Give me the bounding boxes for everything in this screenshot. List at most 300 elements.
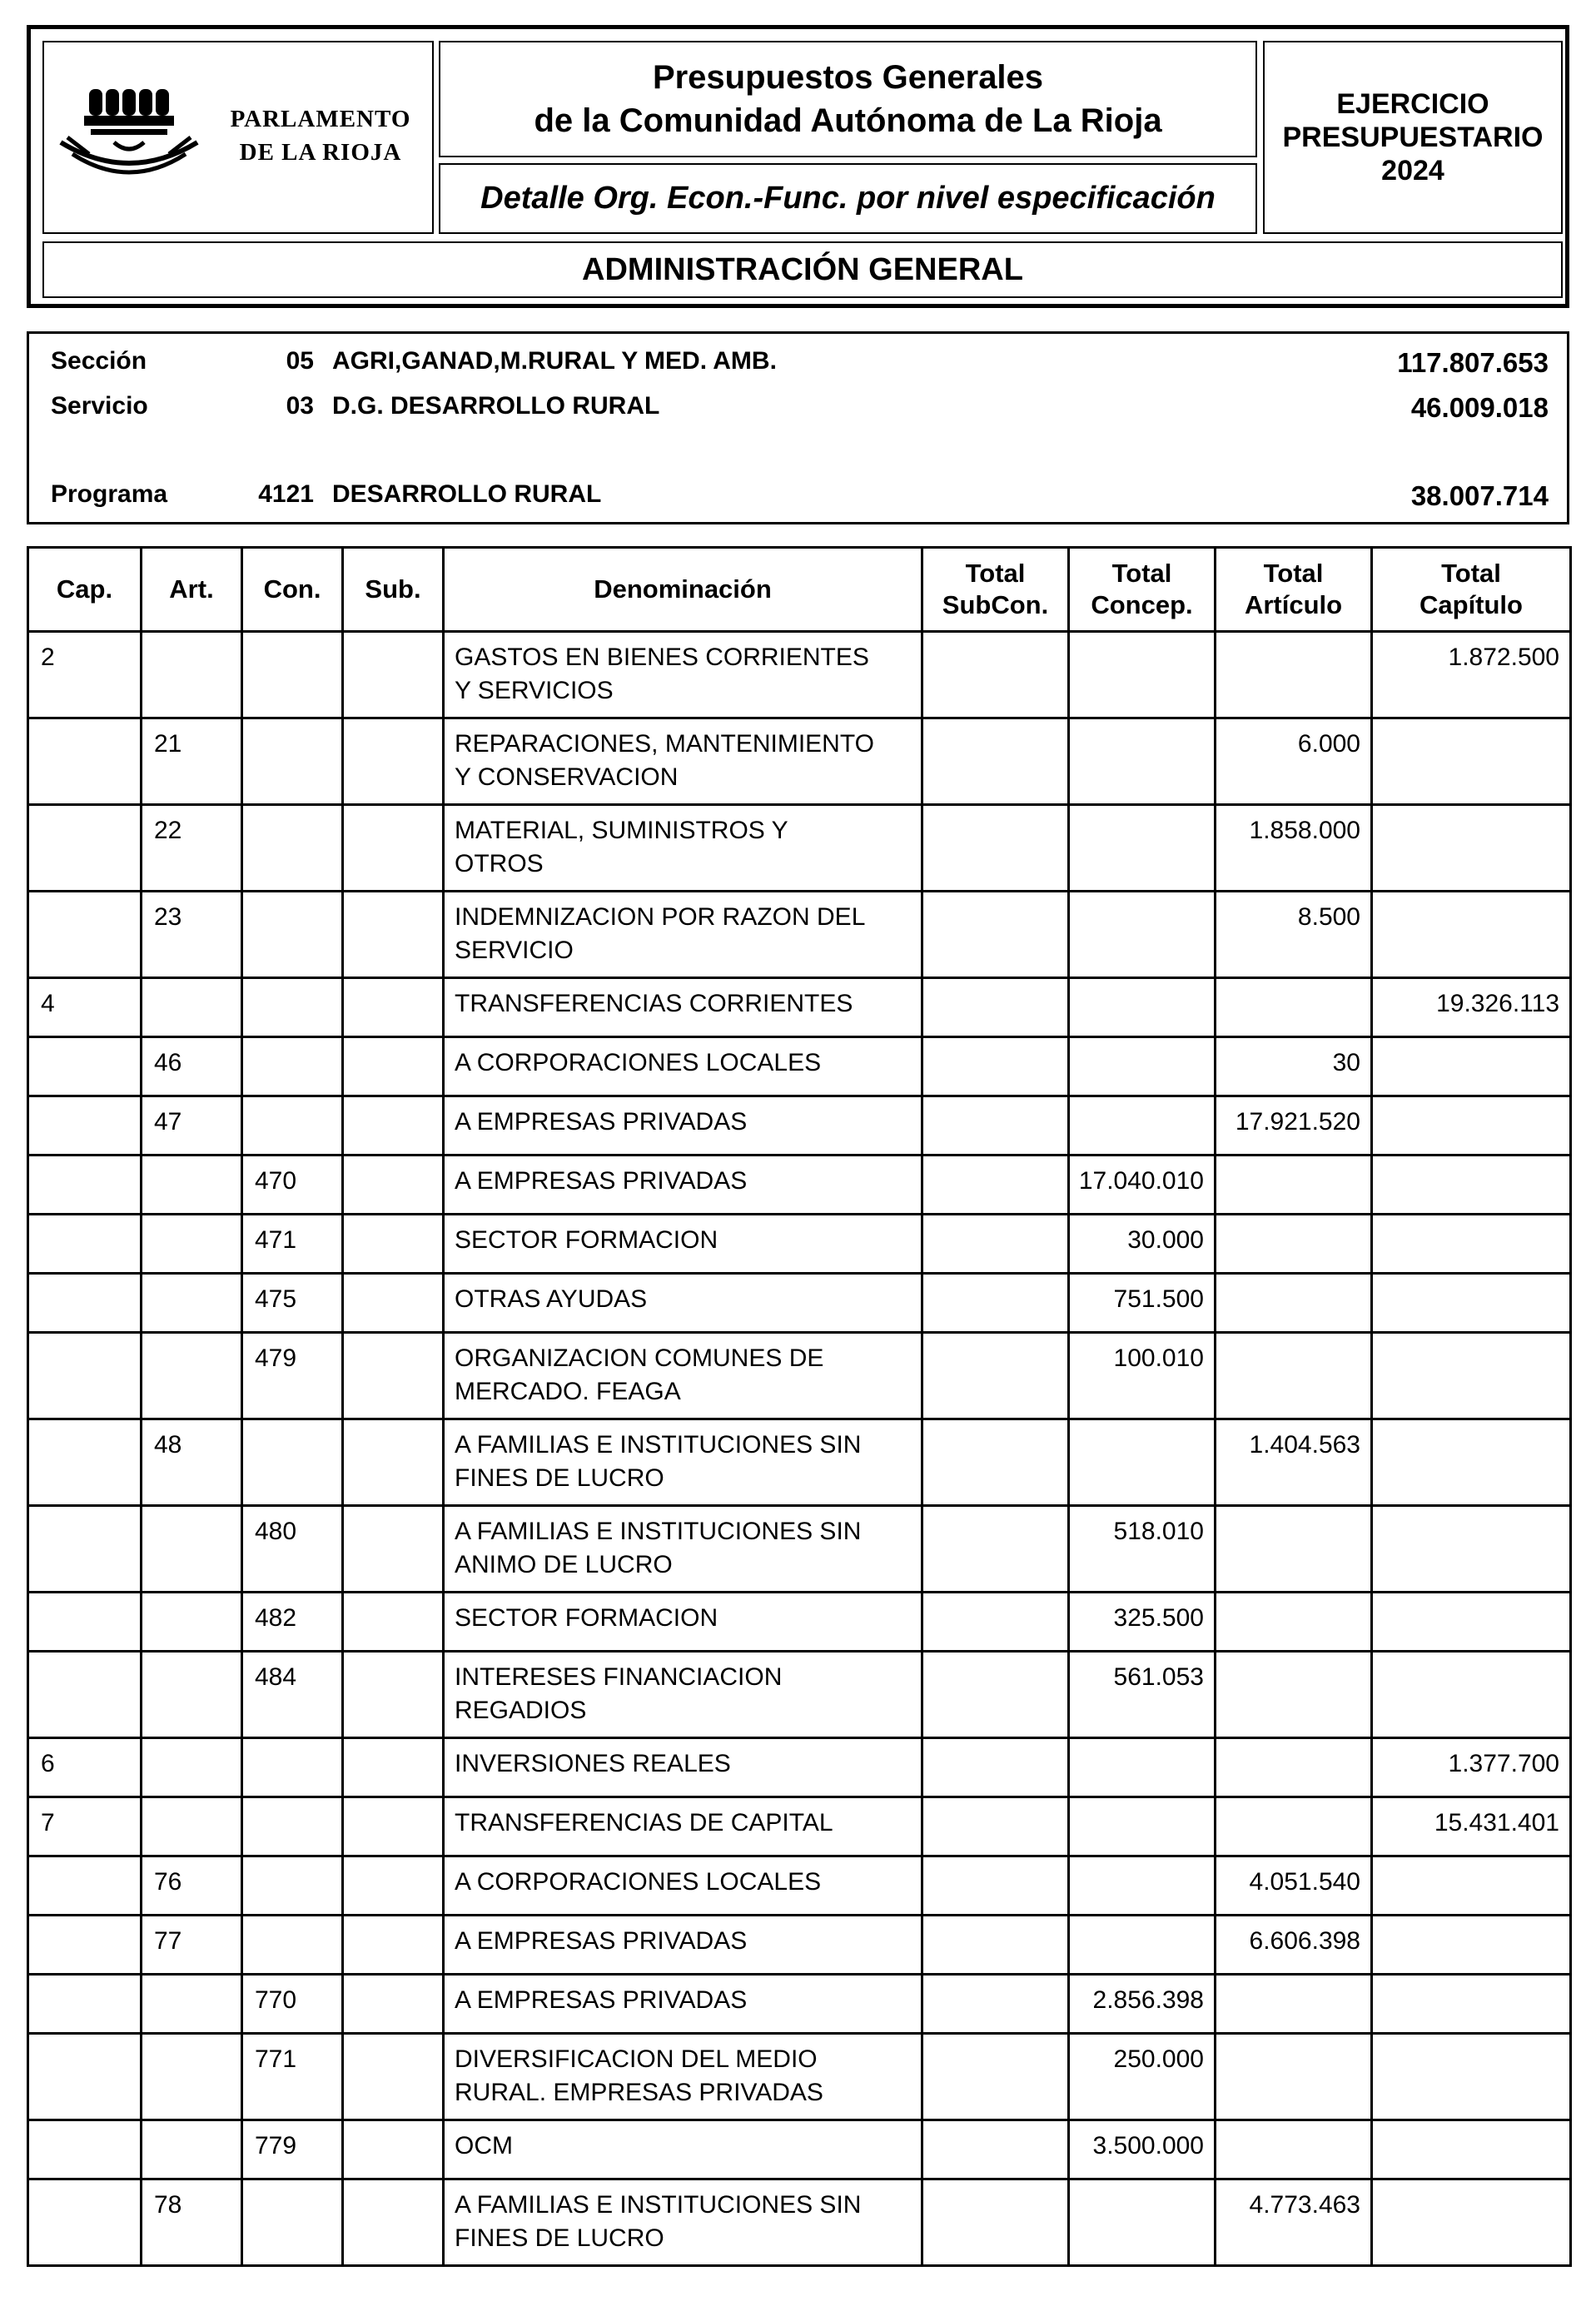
cell-total-subcon xyxy=(922,1738,1069,1797)
denominacion-line1: MATERIAL, SUMINISTROS Y xyxy=(455,817,788,844)
cell-total-subcon xyxy=(922,978,1069,1037)
cell-total-subcon xyxy=(922,1593,1069,1652)
cell-cap xyxy=(28,805,142,892)
cell-total-subcon xyxy=(922,1506,1069,1593)
cell-total-capitulo xyxy=(1372,805,1571,892)
cell-total-concep: 30.000 xyxy=(1069,1215,1216,1274)
cell-total-concep xyxy=(1069,718,1216,805)
cell-total-capitulo xyxy=(1372,1916,1571,1975)
parliament-name-line2: DE LA RIOJA xyxy=(239,139,402,166)
cell-con: 484 xyxy=(242,1652,343,1738)
table-row xyxy=(28,1593,1571,1652)
cell-denominacion xyxy=(444,632,922,718)
denominacion-line2: FINES DE LUCRO xyxy=(455,2224,664,2252)
cell-sub xyxy=(343,1856,444,1916)
cell-total-subcon xyxy=(922,2120,1069,2179)
cell-total-capitulo xyxy=(1372,1506,1571,1593)
cell-total-subcon xyxy=(922,1856,1069,1916)
cell-total-concep xyxy=(1069,1096,1216,1156)
header-total-subcon xyxy=(922,548,1069,632)
cell-total-subcon xyxy=(922,2179,1069,2266)
denominacion-line1: OTRAS AYUDAS xyxy=(455,1285,648,1313)
cell-art xyxy=(142,1797,242,1856)
cell-total-concep: 561.053 xyxy=(1069,1652,1216,1738)
cell-total-capitulo xyxy=(1372,1419,1571,1506)
header-sub: Sub. xyxy=(343,548,444,632)
cell-total-subcon xyxy=(922,632,1069,718)
cell-total-concep xyxy=(1069,892,1216,978)
document-subtitle: Detalle Org. Econ.-Func. por nivel especificación xyxy=(480,181,1216,216)
cell-total-subcon xyxy=(922,1975,1069,2034)
cell-total-capitulo xyxy=(1372,2179,1571,2266)
cell-con xyxy=(242,805,343,892)
table-row xyxy=(28,2179,1571,2266)
cell-total-articulo xyxy=(1216,1593,1372,1652)
header-total-capitulo-l2: Capítulo xyxy=(1419,590,1523,619)
cell-cap xyxy=(28,1274,142,1333)
cell-total-subcon xyxy=(922,892,1069,978)
cell-art xyxy=(142,1156,242,1215)
cell-cap xyxy=(28,1975,142,2034)
cell-total-capitulo xyxy=(1372,718,1571,805)
cell-cap xyxy=(28,892,142,978)
header-total-subcon-l1: Total xyxy=(965,559,1026,588)
denominacion-line2: MERCADO. FEAGA xyxy=(455,1378,681,1405)
servicio-label: Servicio xyxy=(51,392,148,420)
cell-cap xyxy=(28,2179,142,2266)
cell-con: 770 xyxy=(242,1975,343,2034)
cell-denominacion xyxy=(444,805,922,892)
cell-total-concep: 751.500 xyxy=(1069,1274,1216,1333)
header-art: Art. xyxy=(142,548,242,632)
table-row xyxy=(28,1506,1571,1593)
cell-con: 470 xyxy=(242,1156,343,1215)
table-row xyxy=(28,1916,1571,1975)
header-con: Con. xyxy=(242,548,343,632)
cell-total-capitulo xyxy=(1372,1096,1571,1156)
cell-total-articulo xyxy=(1216,1156,1372,1215)
cell-total-articulo xyxy=(1216,2120,1372,2179)
cell-total-concep: 325.500 xyxy=(1069,1593,1216,1652)
cell-total-articulo: 1.404.563 xyxy=(1216,1419,1372,1506)
table-row xyxy=(28,718,1571,805)
cell-cap xyxy=(28,1333,142,1419)
header-total-capitulo xyxy=(1372,548,1571,632)
table-row xyxy=(28,1738,1571,1797)
cell-art: 77 xyxy=(142,1916,242,1975)
cell-denominacion xyxy=(444,1916,922,1975)
table-row xyxy=(28,978,1571,1037)
denominacion-line1: SECTOR FORMACION xyxy=(455,1604,718,1632)
cell-sub xyxy=(343,1156,444,1215)
cell-total-capitulo: 1.377.700 xyxy=(1372,1738,1571,1797)
fiscal-year-line2: PRESUPUESTARIO xyxy=(1282,122,1544,153)
cell-total-concep xyxy=(1069,632,1216,718)
cell-total-articulo xyxy=(1216,1652,1372,1738)
servicio-name: D.G. DESARROLLO RURAL xyxy=(332,392,660,420)
cell-cap xyxy=(28,1156,142,1215)
budget-section-info xyxy=(27,331,1569,524)
header-total-articulo-l2: Artículo xyxy=(1244,590,1343,619)
cell-total-capitulo xyxy=(1372,1652,1571,1738)
cell-total-articulo xyxy=(1216,1975,1372,2034)
denominacion-line2: ANIMO DE LUCRO xyxy=(455,1551,673,1578)
denominacion-line2: OTROS xyxy=(455,850,544,877)
cell-total-subcon xyxy=(922,718,1069,805)
cell-total-capitulo: 19.326.113 xyxy=(1372,978,1571,1037)
denominacion-line1: ORGANIZACION COMUNES DE xyxy=(455,1344,824,1372)
cell-total-capitulo: 1.872.500 xyxy=(1372,632,1571,718)
cell-denominacion xyxy=(444,1652,922,1738)
cell-art xyxy=(142,1652,242,1738)
header-total-concep-l1: Total xyxy=(1111,559,1172,588)
cell-total-concep: 518.010 xyxy=(1069,1506,1216,1593)
cell-sub xyxy=(343,632,444,718)
cell-total-concep xyxy=(1069,2179,1216,2266)
cell-art: 22 xyxy=(142,805,242,892)
document-title-line1: Presupuestos Generales xyxy=(652,59,1044,96)
cell-total-articulo: 17.921.520 xyxy=(1216,1096,1372,1156)
cell-total-concep xyxy=(1069,1738,1216,1797)
cell-total-subcon xyxy=(922,1916,1069,1975)
cell-denominacion xyxy=(444,1037,922,1096)
cell-total-subcon xyxy=(922,1215,1069,1274)
cell-denominacion xyxy=(444,1096,922,1156)
cell-art xyxy=(142,1593,242,1652)
denominacion-line2: Y SERVICIOS xyxy=(455,677,614,704)
cell-total-capitulo xyxy=(1372,1215,1571,1274)
cell-total-articulo xyxy=(1216,1215,1372,1274)
cell-art xyxy=(142,632,242,718)
document-title-box xyxy=(439,41,1257,157)
denominacion-line1: A FAMILIAS E INSTITUCIONES SIN xyxy=(455,1431,862,1459)
cell-cap xyxy=(28,1419,142,1506)
cell-sub xyxy=(343,805,444,892)
seccion-amount: 117.807.653 xyxy=(1397,347,1549,378)
cell-con xyxy=(242,718,343,805)
cell-con xyxy=(242,1096,343,1156)
table-row xyxy=(28,892,1571,978)
cell-total-concep xyxy=(1069,1797,1216,1856)
cell-sub xyxy=(343,978,444,1037)
cell-total-articulo xyxy=(1216,1797,1372,1856)
denominacion-line1: A FAMILIAS E INSTITUCIONES SIN xyxy=(455,1518,862,1545)
denominacion-line1: A EMPRESAS PRIVADAS xyxy=(455,1927,748,1955)
table-row xyxy=(28,1419,1571,1506)
cell-total-articulo xyxy=(1216,1333,1372,1419)
cell-sub xyxy=(343,1652,444,1738)
cell-art xyxy=(142,1738,242,1797)
cell-denominacion xyxy=(444,1738,922,1797)
cell-total-concep: 17.040.010 xyxy=(1069,1156,1216,1215)
cell-denominacion xyxy=(444,1797,922,1856)
cell-cap xyxy=(28,1916,142,1975)
cell-total-articulo: 1.858.000 xyxy=(1216,805,1372,892)
denominacion-line1: TRANSFERENCIAS CORRIENTES xyxy=(455,990,853,1017)
table-row xyxy=(28,1037,1571,1096)
cell-total-capitulo xyxy=(1372,1593,1571,1652)
cell-con: 475 xyxy=(242,1274,343,1333)
cell-total-subcon xyxy=(922,1797,1069,1856)
header-total-articulo-l1: Total xyxy=(1263,559,1324,588)
cell-con xyxy=(242,978,343,1037)
cell-sub xyxy=(343,892,444,978)
cell-art: 47 xyxy=(142,1096,242,1156)
cell-sub xyxy=(343,1797,444,1856)
cell-sub xyxy=(343,2034,444,2120)
cell-sub xyxy=(343,1593,444,1652)
document-title-line2: de la Comunidad Autónoma de La Rioja xyxy=(534,102,1162,139)
cell-total-subcon xyxy=(922,805,1069,892)
denominacion-line1: A EMPRESAS PRIVADAS xyxy=(455,1108,748,1136)
cell-art: 78 xyxy=(142,2179,242,2266)
cell-total-concep: 250.000 xyxy=(1069,2034,1216,2120)
denominacion-line1: DIVERSIFICACION DEL MEDIO xyxy=(455,2045,818,2073)
denominacion-line1: TRANSFERENCIAS DE CAPITAL xyxy=(455,1809,833,1836)
cell-art: 76 xyxy=(142,1856,242,1916)
cell-total-concep xyxy=(1069,978,1216,1037)
cell-sub xyxy=(343,1419,444,1506)
cell-cap xyxy=(28,1506,142,1593)
cell-art: 46 xyxy=(142,1037,242,1096)
denominacion-line1: A CORPORACIONES LOCALES xyxy=(455,1868,822,1896)
seccion-label: Sección xyxy=(51,347,147,375)
cell-denominacion xyxy=(444,1156,922,1215)
cell-total-capitulo xyxy=(1372,1856,1571,1916)
cell-con: 480 xyxy=(242,1506,343,1593)
cell-total-subcon xyxy=(922,1274,1069,1333)
cell-total-articulo xyxy=(1216,2034,1372,2120)
denominacion-line2: RURAL. EMPRESAS PRIVADAS xyxy=(455,2079,823,2106)
header-total-concep-l2: Concep. xyxy=(1091,590,1193,619)
cell-con xyxy=(242,1419,343,1506)
cell-denominacion xyxy=(444,1333,922,1419)
cell-con xyxy=(242,1916,343,1975)
cell-denominacion xyxy=(444,978,922,1037)
cell-total-capitulo xyxy=(1372,2120,1571,2179)
cell-denominacion xyxy=(444,1215,922,1274)
cell-cap xyxy=(28,718,142,805)
cell-denominacion xyxy=(444,2120,922,2179)
cell-cap xyxy=(28,1593,142,1652)
cell-con xyxy=(242,1797,343,1856)
cell-total-capitulo xyxy=(1372,1037,1571,1096)
cell-cap xyxy=(28,2034,142,2120)
programa-amount: 38.007.714 xyxy=(1410,480,1549,511)
table-row xyxy=(28,1797,1571,1856)
cell-con: 779 xyxy=(242,2120,343,2179)
cell-total-capitulo xyxy=(1372,892,1571,978)
cell-denominacion xyxy=(444,718,922,805)
cell-con xyxy=(242,1037,343,1096)
cell-total-concep xyxy=(1069,1419,1216,1506)
denominacion-line2: REGADIOS xyxy=(455,1697,587,1724)
table-row xyxy=(28,2120,1571,2179)
cell-total-articulo xyxy=(1216,1274,1372,1333)
cell-cap: 7 xyxy=(28,1797,142,1856)
denominacion-line2: SERVICIO xyxy=(455,937,574,964)
cell-total-concep: 100.010 xyxy=(1069,1333,1216,1419)
cell-con xyxy=(242,1738,343,1797)
cell-art xyxy=(142,2120,242,2179)
programa-label: Programa xyxy=(51,480,168,508)
table-row xyxy=(28,632,1571,718)
cell-total-articulo xyxy=(1216,1506,1372,1593)
fiscal-year-value: 2024 xyxy=(1381,155,1444,186)
denominacion-line1: INDEMNIZACION POR RAZON DEL xyxy=(455,903,866,931)
cell-cap xyxy=(28,1652,142,1738)
cell-total-articulo: 4.051.540 xyxy=(1216,1856,1372,1916)
cell-con: 771 xyxy=(242,2034,343,2120)
cell-total-subcon xyxy=(922,1096,1069,1156)
cell-cap xyxy=(28,1215,142,1274)
cell-con: 471 xyxy=(242,1215,343,1274)
table-row xyxy=(28,2034,1571,2120)
cell-sub xyxy=(343,1916,444,1975)
header-total-capitulo-l1: Total xyxy=(1441,559,1501,588)
table-header-row xyxy=(28,548,1571,632)
denominacion-line2: Y CONSERVACION xyxy=(455,763,679,791)
cell-sub xyxy=(343,718,444,805)
cell-total-concep: 2.856.398 xyxy=(1069,1975,1216,2034)
table-row xyxy=(28,1975,1571,2034)
denominacion-line1: INTERESES FINANCIACION xyxy=(455,1663,783,1691)
cell-total-capitulo xyxy=(1372,1156,1571,1215)
cell-con xyxy=(242,1856,343,1916)
cell-art: 48 xyxy=(142,1419,242,1506)
administration-box xyxy=(42,241,1563,298)
cell-con: 479 xyxy=(242,1333,343,1419)
cell-total-articulo: 6.000 xyxy=(1216,718,1372,805)
cell-total-capitulo xyxy=(1372,2034,1571,2120)
denominacion-line1: GASTOS EN BIENES CORRIENTES xyxy=(455,644,869,671)
cell-art xyxy=(142,2034,242,2120)
cell-con xyxy=(242,892,343,978)
cell-total-subcon xyxy=(922,1333,1069,1419)
fiscal-year-line1: EJERCICIO xyxy=(1336,88,1489,120)
cell-denominacion xyxy=(444,2034,922,2120)
denominacion-line1: OCM xyxy=(455,2132,513,2159)
cell-cap xyxy=(28,1096,142,1156)
header-total-subcon-l2: SubCon. xyxy=(942,590,1049,619)
denominacion-line1: A CORPORACIONES LOCALES xyxy=(455,1049,822,1076)
cell-denominacion xyxy=(444,1856,922,1916)
cell-total-subcon xyxy=(922,2034,1069,2120)
cell-cap: 4 xyxy=(28,978,142,1037)
cell-total-subcon xyxy=(922,1652,1069,1738)
fiscal-year-box xyxy=(1263,41,1563,234)
cell-total-subcon xyxy=(922,1037,1069,1096)
cell-sub xyxy=(343,1215,444,1274)
cell-total-concep xyxy=(1069,1037,1216,1096)
denominacion-line2: FINES DE LUCRO xyxy=(455,1464,664,1492)
cell-denominacion xyxy=(444,1593,922,1652)
cell-total-articulo: 8.500 xyxy=(1216,892,1372,978)
cell-art xyxy=(142,978,242,1037)
parliament-logo-box xyxy=(42,41,434,234)
cell-cap xyxy=(28,2120,142,2179)
cell-total-capitulo xyxy=(1372,1274,1571,1333)
cell-total-subcon xyxy=(922,1419,1069,1506)
cell-denominacion xyxy=(444,2179,922,2266)
cell-art: 23 xyxy=(142,892,242,978)
table-row xyxy=(28,1274,1571,1333)
cell-art xyxy=(142,1215,242,1274)
servicio-amount: 46.009.018 xyxy=(1410,392,1549,423)
cell-total-articulo: 4.773.463 xyxy=(1216,2179,1372,2266)
denominacion-line1: REPARACIONES, MANTENIMIENTO xyxy=(455,730,874,758)
cell-sub xyxy=(343,2179,444,2266)
document-header xyxy=(27,25,1569,308)
parliament-name-line1: PARLAMENTO xyxy=(230,106,411,132)
parliament-emblem-icon xyxy=(56,84,202,197)
cell-con xyxy=(242,2179,343,2266)
cell-total-concep xyxy=(1069,1916,1216,1975)
cell-total-articulo xyxy=(1216,978,1372,1037)
cell-con xyxy=(242,632,343,718)
cell-total-capitulo xyxy=(1372,1975,1571,2034)
cell-art xyxy=(142,1274,242,1333)
cell-sub xyxy=(343,1037,444,1096)
cell-total-capitulo: 15.431.401 xyxy=(1372,1797,1571,1856)
cell-sub xyxy=(343,1738,444,1797)
cell-art: 21 xyxy=(142,718,242,805)
cell-cap xyxy=(28,1856,142,1916)
seccion-name: AGRI,GANAD,M.RURAL Y MED. AMB. xyxy=(332,347,777,375)
table-row xyxy=(28,1156,1571,1215)
cell-total-articulo xyxy=(1216,632,1372,718)
programa-name: DESARROLLO RURAL xyxy=(332,480,602,508)
cell-sub xyxy=(343,1975,444,2034)
denominacion-line1: INVERSIONES REALES xyxy=(455,1750,731,1777)
denominacion-line1: A FAMILIAS E INSTITUCIONES SIN xyxy=(455,2191,862,2219)
table-row xyxy=(28,1096,1571,1156)
header-total-articulo xyxy=(1216,548,1372,632)
cell-sub xyxy=(343,2120,444,2179)
cell-cap xyxy=(28,1037,142,1096)
cell-total-articulo: 6.606.398 xyxy=(1216,1916,1372,1975)
budget-table-body xyxy=(28,632,1571,2266)
cell-total-concep xyxy=(1069,1856,1216,1916)
seccion-code: 05 xyxy=(286,347,314,375)
cell-total-subcon xyxy=(922,1156,1069,1215)
cell-denominacion xyxy=(444,1506,922,1593)
administration-title: ADMINISTRACIÓN GENERAL xyxy=(582,251,1023,287)
header-denominacion: Denominación xyxy=(444,548,922,632)
cell-total-capitulo xyxy=(1372,1333,1571,1419)
table-row xyxy=(28,1333,1571,1419)
cell-cap: 6 xyxy=(28,1738,142,1797)
cell-sub xyxy=(343,1506,444,1593)
denominacion-line1: SECTOR FORMACION xyxy=(455,1226,718,1254)
cell-denominacion xyxy=(444,892,922,978)
cell-art xyxy=(142,1975,242,2034)
cell-total-concep: 3.500.000 xyxy=(1069,2120,1216,2179)
cell-cap: 2 xyxy=(28,632,142,718)
table-row xyxy=(28,1215,1571,1274)
cell-sub xyxy=(343,1333,444,1419)
cell-sub xyxy=(343,1274,444,1333)
document-subtitle-box xyxy=(439,163,1257,234)
cell-total-concep xyxy=(1069,805,1216,892)
programa-code: 4121 xyxy=(258,480,314,508)
budget-table xyxy=(27,546,1572,2267)
table-row xyxy=(28,805,1571,892)
header-cap: Cap. xyxy=(28,548,142,632)
cell-total-articulo: 30 xyxy=(1216,1037,1372,1096)
cell-denominacion xyxy=(444,1419,922,1506)
table-row xyxy=(28,1652,1571,1738)
